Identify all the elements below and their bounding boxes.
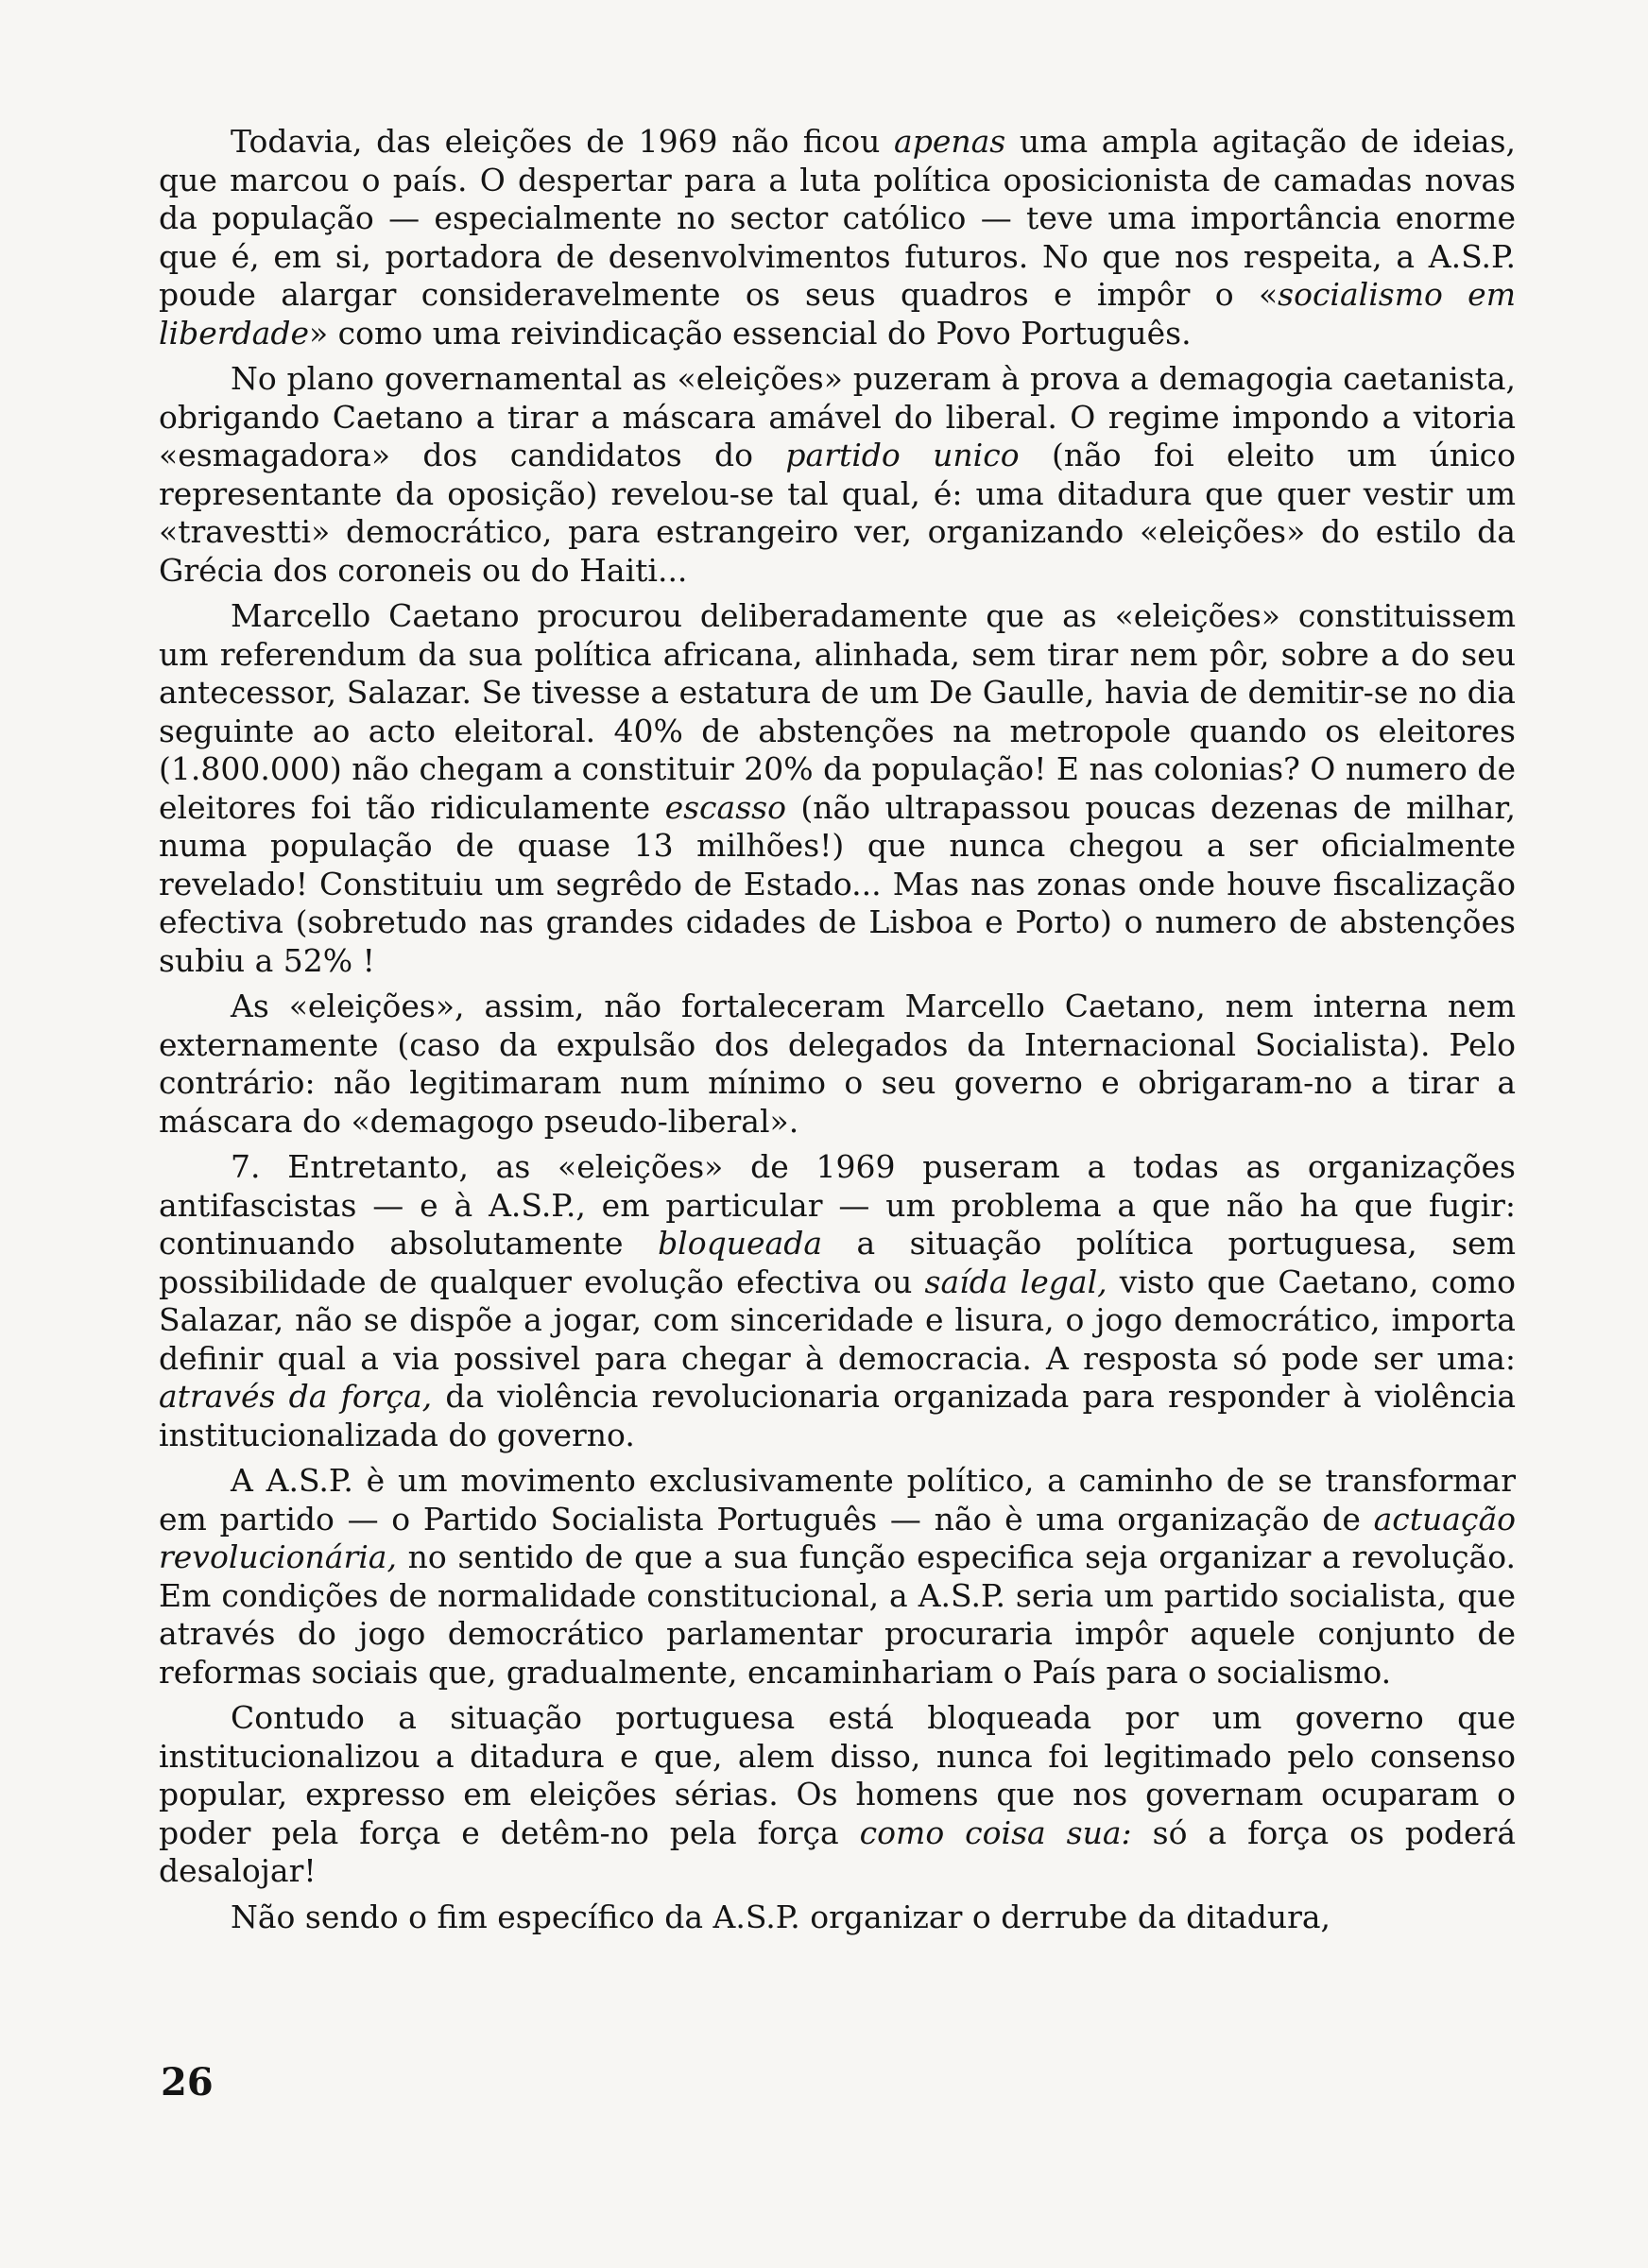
- text-run: (não foi eleito um único representante da oposição) revelou-se tal qual, é: uma ditadura que quer vestir um «travestti» democrático, para estrangeiro ver, organizando «eleições» do estilo da Grécia dos coroneis ou do Haiti...: [159, 437, 1516, 589]
- italic-text: saída legal,: [924, 1263, 1107, 1300]
- text-run: uma ampla agitação de ideias, que marcou o país. O despertar para a luta política oposicionista de camadas novas da população — especialmente no sector católico — teve uma importância enorme que é, em si, portadora de desenvolvimentos futuros. No que nos respeita, a A.S.P. poude alargar consideravelmente os seus quadros e impôr o «: [159, 123, 1516, 313]
- italic-text: socialismo em liberdade: [159, 276, 1516, 352]
- text-run: Todavia, das eleições de 1969 não ficou: [231, 123, 895, 160]
- paragraph: [159, 123, 1516, 352]
- text-run: 7. Entretanto, as «eleições» de 1969 puseram a todas as organizações antifascistas — e à A.S.P., em particular — um problema a que não ha que fugir: continuando absolutamente: [159, 1148, 1516, 1262]
- text-run: (não ultrapassou poucas dezenas de milhar, numa população de quase 13 milhões!) que nunca chegou a ser oficialmente revelado! Constituiu um segrêdo de Estado... Mas nas zonas onde houve fiscalização efectiva (sobretudo nas grandes cidades de Lisboa e Porto) o numero de abstenções subiu a 52% !: [159, 788, 1516, 979]
- paragraph: [159, 1699, 1516, 1891]
- paragraph: [159, 1462, 1516, 1692]
- page-number: 26: [161, 2060, 214, 2105]
- italic-text: como coisa sua:: [859, 1813, 1132, 1851]
- italic-text: actuação revolucionária,: [159, 1500, 1516, 1575]
- italic-text: partido unico: [785, 437, 1020, 473]
- text-run: da violência revolucionaria organizada para responder à violência institucionalizada do governo.: [159, 1378, 1516, 1453]
- paragraph: [159, 360, 1516, 590]
- text-run: no sentido de que a sua função especifica seja organizar a revolução. Em condições de normalidade constitucional, a A.S.P. seria um partido socialista, que através do jogo democrático parlamentar procuraria impôr aquele conjunto de reformas sociais que, gradualmente, encaminhariam o País para o socialismo.: [159, 1538, 1516, 1691]
- italic-text: bloqueada: [658, 1225, 822, 1262]
- paragraph: [159, 597, 1516, 980]
- italic-text: apenas: [894, 123, 1006, 160]
- text-run: visto que Caetano, como Salazar, não se dispõe a jogar, com sinceridade e lisura, o jogo democrático, importa definir qual a via possivel para chegar à democracia. A resposta só pode ser uma:: [159, 1263, 1517, 1377]
- page-body: [159, 123, 1516, 1944]
- paragraph: [159, 1899, 1516, 1937]
- text-run: Contudo a situação portuguesa está bloqueada por um governo que institucionalizou a ditadura e que, alem disso, nunca foi legitimado pelo consenso popular, expresso em eleições sérias. Os homens que nos governam ocuparam o poder pela força e detêm-no pela força: [159, 1699, 1516, 1851]
- paragraph: [159, 988, 1516, 1141]
- text-run: As «eleições», assim, não fortaleceram Marcello Caetano, nem interna nem externamente (caso da expulsão dos delegados da Internacional Socialista). Pelo contrário: não legitimaram num mínimo o seu governo e obrigaram-no a tirar a máscara do «demagogo pseudo-liberal».: [159, 988, 1516, 1140]
- text-run: » como uma reivindicação essencial do Povo Português.: [309, 314, 1192, 352]
- paragraph: [159, 1148, 1516, 1454]
- text-run: A A.S.P. è um movimento exclusivamente político, a caminho de se transformar em partido — o Partido Socialista Português — não è uma organização de: [159, 1462, 1516, 1538]
- text-run: só a força os poderá desalojar!: [159, 1813, 1516, 1889]
- text-run: No plano governamental as «eleições» puzeram à prova a demagogia caetanista, obrigando Caetano a tirar a máscara amável do liberal. O regime impondo a vitoria «esmagadora» dos candidatos do: [159, 360, 1516, 473]
- italic-text: através da força,: [159, 1378, 433, 1415]
- italic-text: escasso: [664, 788, 786, 826]
- text-run: Marcello Caetano procurou deliberadamente que as «eleições» constituissem um referendum da sua política africana, alinhada, sem tirar nem pôr, sobre a do seu antecessor, Salazar. Se tivesse a estatura de um De Gaulle, havia de demitir-se no dia seguinte ao acto eleitoral. 40% de abstenções na metropole quando os eleitores (1.800.000) não chegam a constituir 20% da população! E nas colonias? O numero de eleitores foi tão ridiculamente: [159, 597, 1516, 826]
- text-run: Não sendo o fim específico da A.S.P. organizar o derrube da ditadura,: [231, 1898, 1331, 1935]
- text-run: a situação política portuguesa, sem possibilidade de qualquer evolução efectiva ou: [159, 1225, 1516, 1300]
